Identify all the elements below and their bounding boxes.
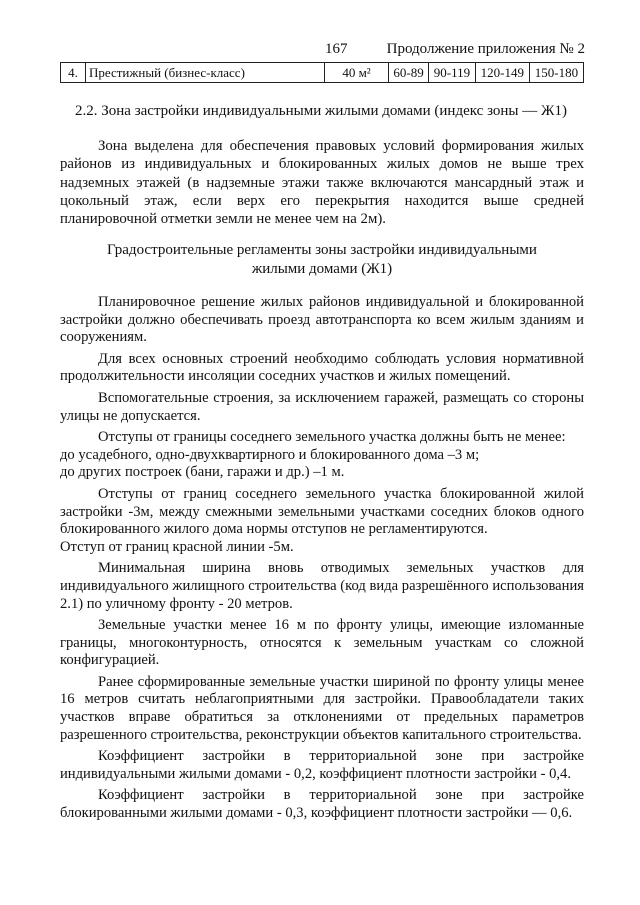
price-range-cell: 120-149 xyxy=(475,63,529,83)
paragraph: Планировочное решение жилых районов индивидуальной и блокированной застройки должно обеспечивать проезд автотранспорта ко всем жилым зданиям и сооружениям. xyxy=(60,294,584,346)
regulations-heading-line1: Градостроительные регламенты зоны застройки индивидуальными xyxy=(107,242,537,258)
intro-paragraph: Зона выделена для обеспечения правовых условий формирования жилых районов из индивидуальных и блокированных жилых домов не выше трех надземных этажей (в надземные этажи также включаются мансардный этаж и цокольный этаж, если верх его перекрытия находится выше средней планировочной отметки земли не менее чем на 2м). xyxy=(60,138,584,228)
table-row xyxy=(61,63,584,83)
paragraph: Вспомогательные строения, за исключением гаражей, размещать со стороны улицы не допускается. xyxy=(60,389,584,424)
row-number-cell: 4. xyxy=(61,63,86,83)
paragraph: Коэффициент застройки в территориальной зоне при застройке индивидуальными жилыми домами - 0,2, коэффициент плотности застройки - 0,4. xyxy=(60,748,584,782)
paragraph: Ранее сформированные земельные участки шириной по фронту улицы менее 16 метров считать неблагоприятными для застройки. Правообладатели таких участков вправе обратиться за отклонениями от предельных параметров разрешенного строительства, реконструкции объектов капитального строительства. xyxy=(60,673,584,743)
price-range-cell: 60-89 xyxy=(389,63,429,83)
page-header xyxy=(60,41,585,61)
price-range-cell: 90-119 xyxy=(429,63,476,83)
page-number: 167 xyxy=(325,41,348,57)
zone-description xyxy=(60,137,584,228)
paragraph-line: до других построек (бани, гаражи и др.) –1 м. xyxy=(60,464,345,481)
section-title: 2.2. Зона застройки индивидуальными жилыми домами (индекс зоны — Ж1) xyxy=(75,103,567,119)
regulations-body xyxy=(60,294,584,827)
paragraph: Земельные участки менее 16 м по фронту улицы, имеющие изломанные границы, многоконтурность, относятся к земельным участкам со сложной конфигурацией. xyxy=(60,617,584,669)
paragraph-line: до усадебного, одно-двухквартирного и блокированного дома –3 м; xyxy=(60,446,480,463)
paragraph: Минимальная ширина вновь отводимых земельных участков для индивидуального жилищного строительства (код вида разрешённого использования 2.1) по уличному фронту - 20 метров. xyxy=(60,560,584,612)
paragraph-line: Отступ от границ красной линии -5м. xyxy=(60,538,294,555)
paragraph: Отступы от границы соседнего земельного участка должны быть не менее: xyxy=(98,429,566,446)
appendix-continuation: Продолжение приложения № 2 xyxy=(386,41,585,57)
area-cell: 40 м² xyxy=(325,63,389,83)
regulations-heading-line2: жилыми домами (Ж1) xyxy=(251,260,393,277)
paragraph: Для всех основных строений необходимо соблюдать условия нормативной продолжительности инсоляции соседних участков и жилых помещений. xyxy=(60,350,584,385)
class-name-cell: Престижный (бизнес-класс) xyxy=(86,63,325,83)
regulations-heading xyxy=(60,241,584,278)
paragraph: Коэффициент застройки в территориальной зоне при застройке блокированными жилыми домами - 0,3, коэффициент плотности застройки — 0,6. xyxy=(60,787,584,822)
price-range-cell: 150-180 xyxy=(529,63,583,83)
paragraph: Отступы от границ соседнего земельного участка блокированной жилой застройки -3м, между смежными земельными участками соседних блоков одного блокированного жилого дома нормы отступов не регламентируются. xyxy=(60,485,584,538)
price-table xyxy=(60,62,584,83)
